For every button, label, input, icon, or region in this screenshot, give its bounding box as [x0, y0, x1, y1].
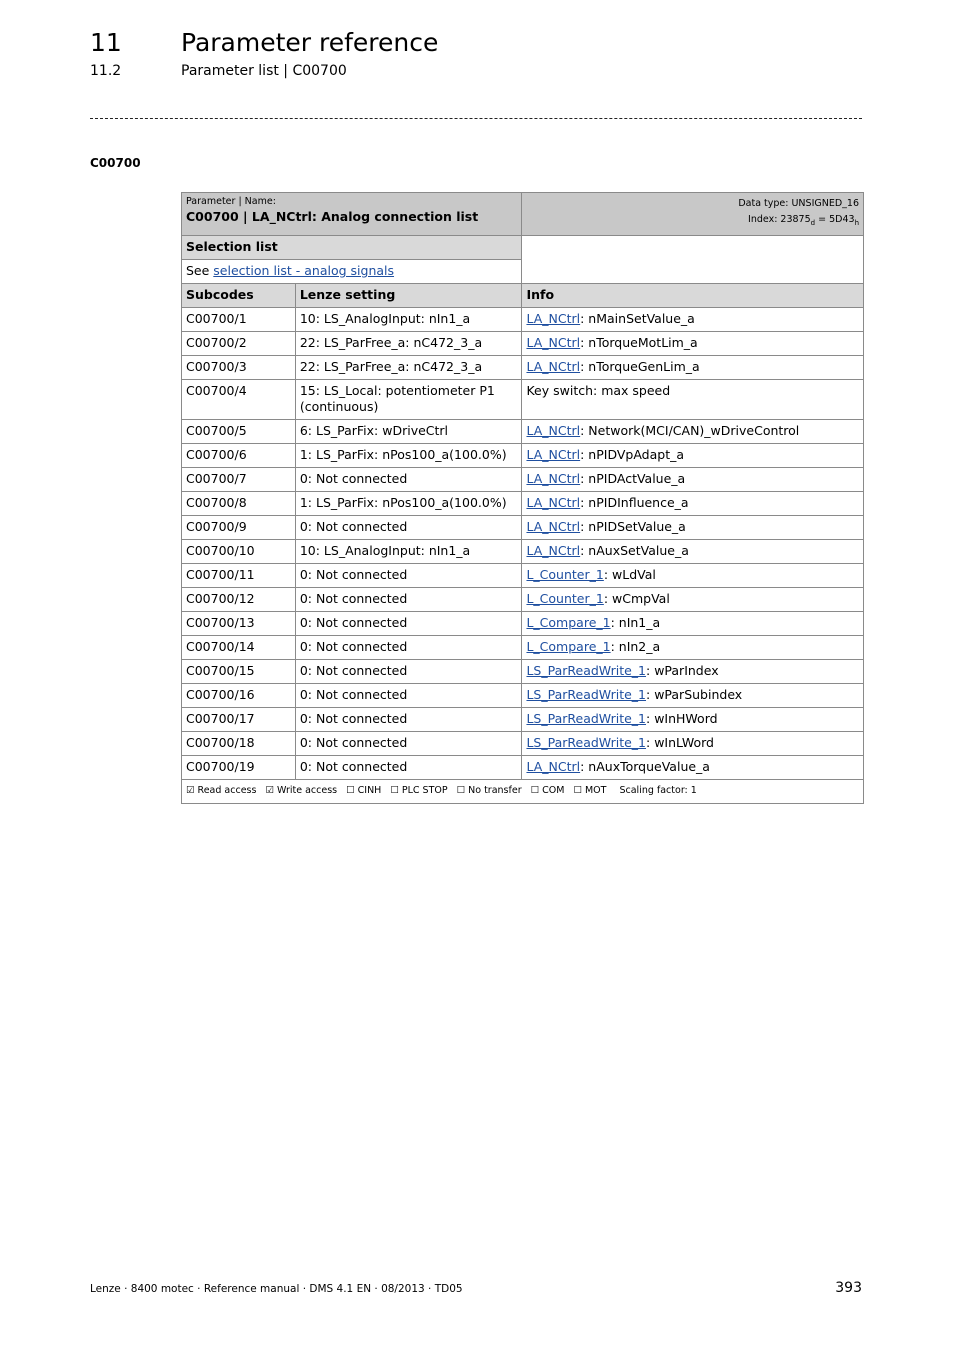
info-text: : nPIDActValue_a: [580, 470, 686, 486]
access-flag: ☐ No transfer: [456, 784, 522, 796]
info-cell: [522, 467, 864, 491]
subcode-cell: C00700/5: [182, 419, 296, 443]
table-row: [182, 539, 864, 563]
info-cell: [522, 611, 864, 635]
info-link[interactable]: LS_ParReadWrite_1: [526, 734, 647, 750]
table-row: [182, 611, 864, 635]
info-link[interactable]: L_Counter_1: [526, 590, 604, 606]
parameter-name-label: Parameter | Name:: [186, 196, 276, 207]
info-link[interactable]: LA_NCtrl: [526, 310, 581, 326]
info-text: : nTorqueGenLim_a: [580, 358, 700, 374]
info-text: : wCmpVal: [603, 590, 670, 606]
info-link[interactable]: LS_ParReadWrite_1: [526, 710, 647, 726]
table-row: [182, 635, 864, 659]
subcode-cell: C00700/16: [182, 683, 296, 707]
access-flag: ☐ PLC STOP: [390, 784, 448, 796]
lenze-setting-cell: 10: LS_AnalogInput: nIn1_a: [295, 307, 522, 331]
parameter-name-cell: [182, 193, 522, 236]
lenze-setting-cell: 22: LS_ParFree_a: nC472_3_a: [295, 355, 522, 379]
table-header-row: [182, 193, 864, 236]
info-cell: [522, 755, 864, 779]
empty-cell: [522, 235, 864, 283]
info-cell: [522, 731, 864, 755]
info-text: : nAuxTorqueValue_a: [580, 758, 710, 774]
lenze-setting-cell: 1: LS_ParFix: nPos100_a(100.0%): [295, 443, 522, 467]
lenze-setting-cell: 0: Not connected: [295, 683, 522, 707]
footer-text: Lenze · 8400 motec · Reference manual · DMS 4.1 EN · 08/2013 · TD05: [90, 1283, 463, 1295]
info-cell: [522, 307, 864, 331]
subcode-cell: C00700/19: [182, 755, 296, 779]
lenze-setting-cell: 10: LS_AnalogInput: nIn1_a: [295, 539, 522, 563]
info-text: : wInLWord: [646, 734, 714, 750]
section-number: 11.2: [90, 63, 122, 79]
selection-list-header-row: [182, 235, 864, 259]
access-flags-row: [182, 779, 864, 803]
info-text: : wParSubindex: [646, 686, 743, 702]
lenze-setting-cell: 0: Not connected: [295, 563, 522, 587]
info-cell: [522, 635, 864, 659]
info-cell: [522, 419, 864, 443]
access-flag: ☑ Write access: [265, 784, 338, 796]
info-link[interactable]: LA_NCtrl: [526, 470, 581, 486]
lenze-setting-cell: 6: LS_ParFix: wDriveCtrl: [295, 419, 522, 443]
access-flag: ☐ COM: [530, 784, 565, 796]
info-text: : nMainSetValue_a: [580, 310, 695, 326]
info-cell: [522, 491, 864, 515]
subcode-cell: C00700/3: [182, 355, 296, 379]
column-header-info: Info: [522, 283, 864, 307]
subcode-cell: C00700/12: [182, 587, 296, 611]
subcode-cell: C00700/15: [182, 659, 296, 683]
info-cell: [522, 443, 864, 467]
info-link[interactable]: LA_NCtrl: [526, 494, 581, 510]
header-divider: [90, 118, 862, 119]
subcode-cell: C00700/17: [182, 707, 296, 731]
table-row: [182, 419, 864, 443]
info-link[interactable]: LA_NCtrl: [526, 542, 581, 558]
info-text: : nIn2_a: [610, 638, 661, 654]
table-row: [182, 683, 864, 707]
lenze-setting-cell: 0: Not connected: [295, 587, 522, 611]
subcode-cell: C00700/14: [182, 635, 296, 659]
subcode-cell: C00700/7: [182, 467, 296, 491]
info-link[interactable]: L_Compare_1: [526, 638, 611, 654]
data-type-cell: [522, 193, 864, 236]
selection-list-see: See selection list - analog signals: [182, 259, 522, 283]
lenze-setting-cell: 15: LS_Local: potentiometer P1 (continuous): [295, 379, 522, 419]
table-row: [182, 467, 864, 491]
selection-list-label: Selection list: [182, 235, 522, 259]
lenze-setting-cell: 0: Not connected: [295, 611, 522, 635]
section-title: Parameter list | C00700: [181, 63, 347, 79]
info-text: : nPIDSetValue_a: [580, 518, 686, 534]
info-text: : wParIndex: [646, 662, 719, 678]
access-flag: ☐ MOT: [573, 784, 607, 796]
info-text: : Network(MCI/CAN)_wDriveControl: [580, 422, 800, 438]
info-cell: [522, 355, 864, 379]
subcode-cell: C00700/10: [182, 539, 296, 563]
subcode-cell: C00700/6: [182, 443, 296, 467]
lenze-setting-cell: 0: Not connected: [295, 515, 522, 539]
table-row: [182, 515, 864, 539]
info-text: : wInHWord: [646, 710, 718, 726]
page-number: 393: [835, 1280, 862, 1296]
subcode-cell: C00700/13: [182, 611, 296, 635]
table-row: [182, 731, 864, 755]
info-text: Key switch: max speed: [526, 382, 671, 398]
info-text: : nAuxSetValue_a: [580, 542, 689, 558]
info-cell: [522, 563, 864, 587]
access-flag: ☐ CINH: [346, 784, 382, 796]
column-header-subcodes: Subcodes: [182, 283, 296, 307]
lenze-setting-cell: 0: Not connected: [295, 731, 522, 755]
selection-list-link[interactable]: selection list - analog signals: [213, 262, 395, 278]
parameter-heading: C00700: [90, 156, 141, 170]
scaling-factor: Scaling factor: 1: [619, 784, 697, 796]
table-row: [182, 307, 864, 331]
parameter-table: [181, 192, 864, 804]
lenze-setting-cell: 22: LS_ParFree_a: nC472_3_a: [295, 331, 522, 355]
info-cell: [522, 587, 864, 611]
info-cell: [522, 539, 864, 563]
access-flag: ☑ Read access: [186, 784, 257, 796]
subcode-cell: C00700/18: [182, 731, 296, 755]
info-cell: [522, 331, 864, 355]
info-link[interactable]: LA_NCtrl: [526, 358, 581, 374]
info-link[interactable]: LS_ParReadWrite_1: [526, 686, 647, 702]
column-header-row: [182, 283, 864, 307]
column-header-lenze-setting: Lenze setting: [295, 283, 522, 307]
table-row: [182, 707, 864, 731]
parameter-name-title: C00700 | LA_NCtrl: Analog connection list: [186, 209, 479, 224]
subcode-cell: C00700/2: [182, 331, 296, 355]
subcode-cell: C00700/4: [182, 379, 296, 419]
lenze-setting-cell: 0: Not connected: [295, 635, 522, 659]
access-flags-cell: [182, 779, 864, 803]
subcode-cell: C00700/1: [182, 307, 296, 331]
info-link[interactable]: LA_NCtrl: [526, 518, 581, 534]
table-row: [182, 587, 864, 611]
data-type: Data type: UNSIGNED_16: [738, 198, 859, 209]
info-link[interactable]: LA_NCtrl: [526, 758, 581, 774]
chapter-title: Parameter reference: [181, 28, 439, 57]
info-cell: [522, 683, 864, 707]
chapter-number: 11: [90, 28, 122, 57]
table-row: [182, 659, 864, 683]
info-link[interactable]: LA_NCtrl: [526, 334, 581, 350]
table-row: [182, 355, 864, 379]
table-row: [182, 755, 864, 779]
info-link[interactable]: L_Counter_1: [526, 566, 604, 582]
table-row: [182, 443, 864, 467]
lenze-setting-cell: 0: Not connected: [295, 659, 522, 683]
lenze-setting-cell: 0: Not connected: [295, 755, 522, 779]
info-text: : nPIDVpAdapt_a: [580, 446, 685, 462]
subcode-cell: C00700/9: [182, 515, 296, 539]
index-value: Index: $23875_d = 5D43_h$: [748, 214, 859, 227]
table-row: [182, 379, 864, 419]
info-link[interactable]: L_Compare_1: [526, 614, 611, 630]
info-cell: [522, 707, 864, 731]
table-row: [182, 491, 864, 515]
info-text: : nTorqueMotLim_a: [580, 334, 698, 350]
lenze-setting-cell: 1: LS_ParFix: nPos100_a(100.0%): [295, 491, 522, 515]
info-cell: [522, 379, 864, 419]
info-text: : wLdVal: [603, 566, 656, 582]
info-cell: [522, 659, 864, 683]
info-link[interactable]: LS_ParReadWrite_1: [526, 662, 647, 678]
info-text: : nPIDInfluence_a: [580, 494, 689, 510]
lenze-setting-cell: 0: Not connected: [295, 707, 522, 731]
info-text: : nIn1_a: [610, 614, 661, 630]
table-row: [182, 331, 864, 355]
info-link[interactable]: LA_NCtrl: [526, 422, 581, 438]
info-cell: [522, 515, 864, 539]
info-link[interactable]: LA_NCtrl: [526, 446, 581, 462]
subcode-cell: C00700/8: [182, 491, 296, 515]
lenze-setting-cell: 0: Not connected: [295, 467, 522, 491]
table-row: [182, 563, 864, 587]
subcode-cell: C00700/11: [182, 563, 296, 587]
